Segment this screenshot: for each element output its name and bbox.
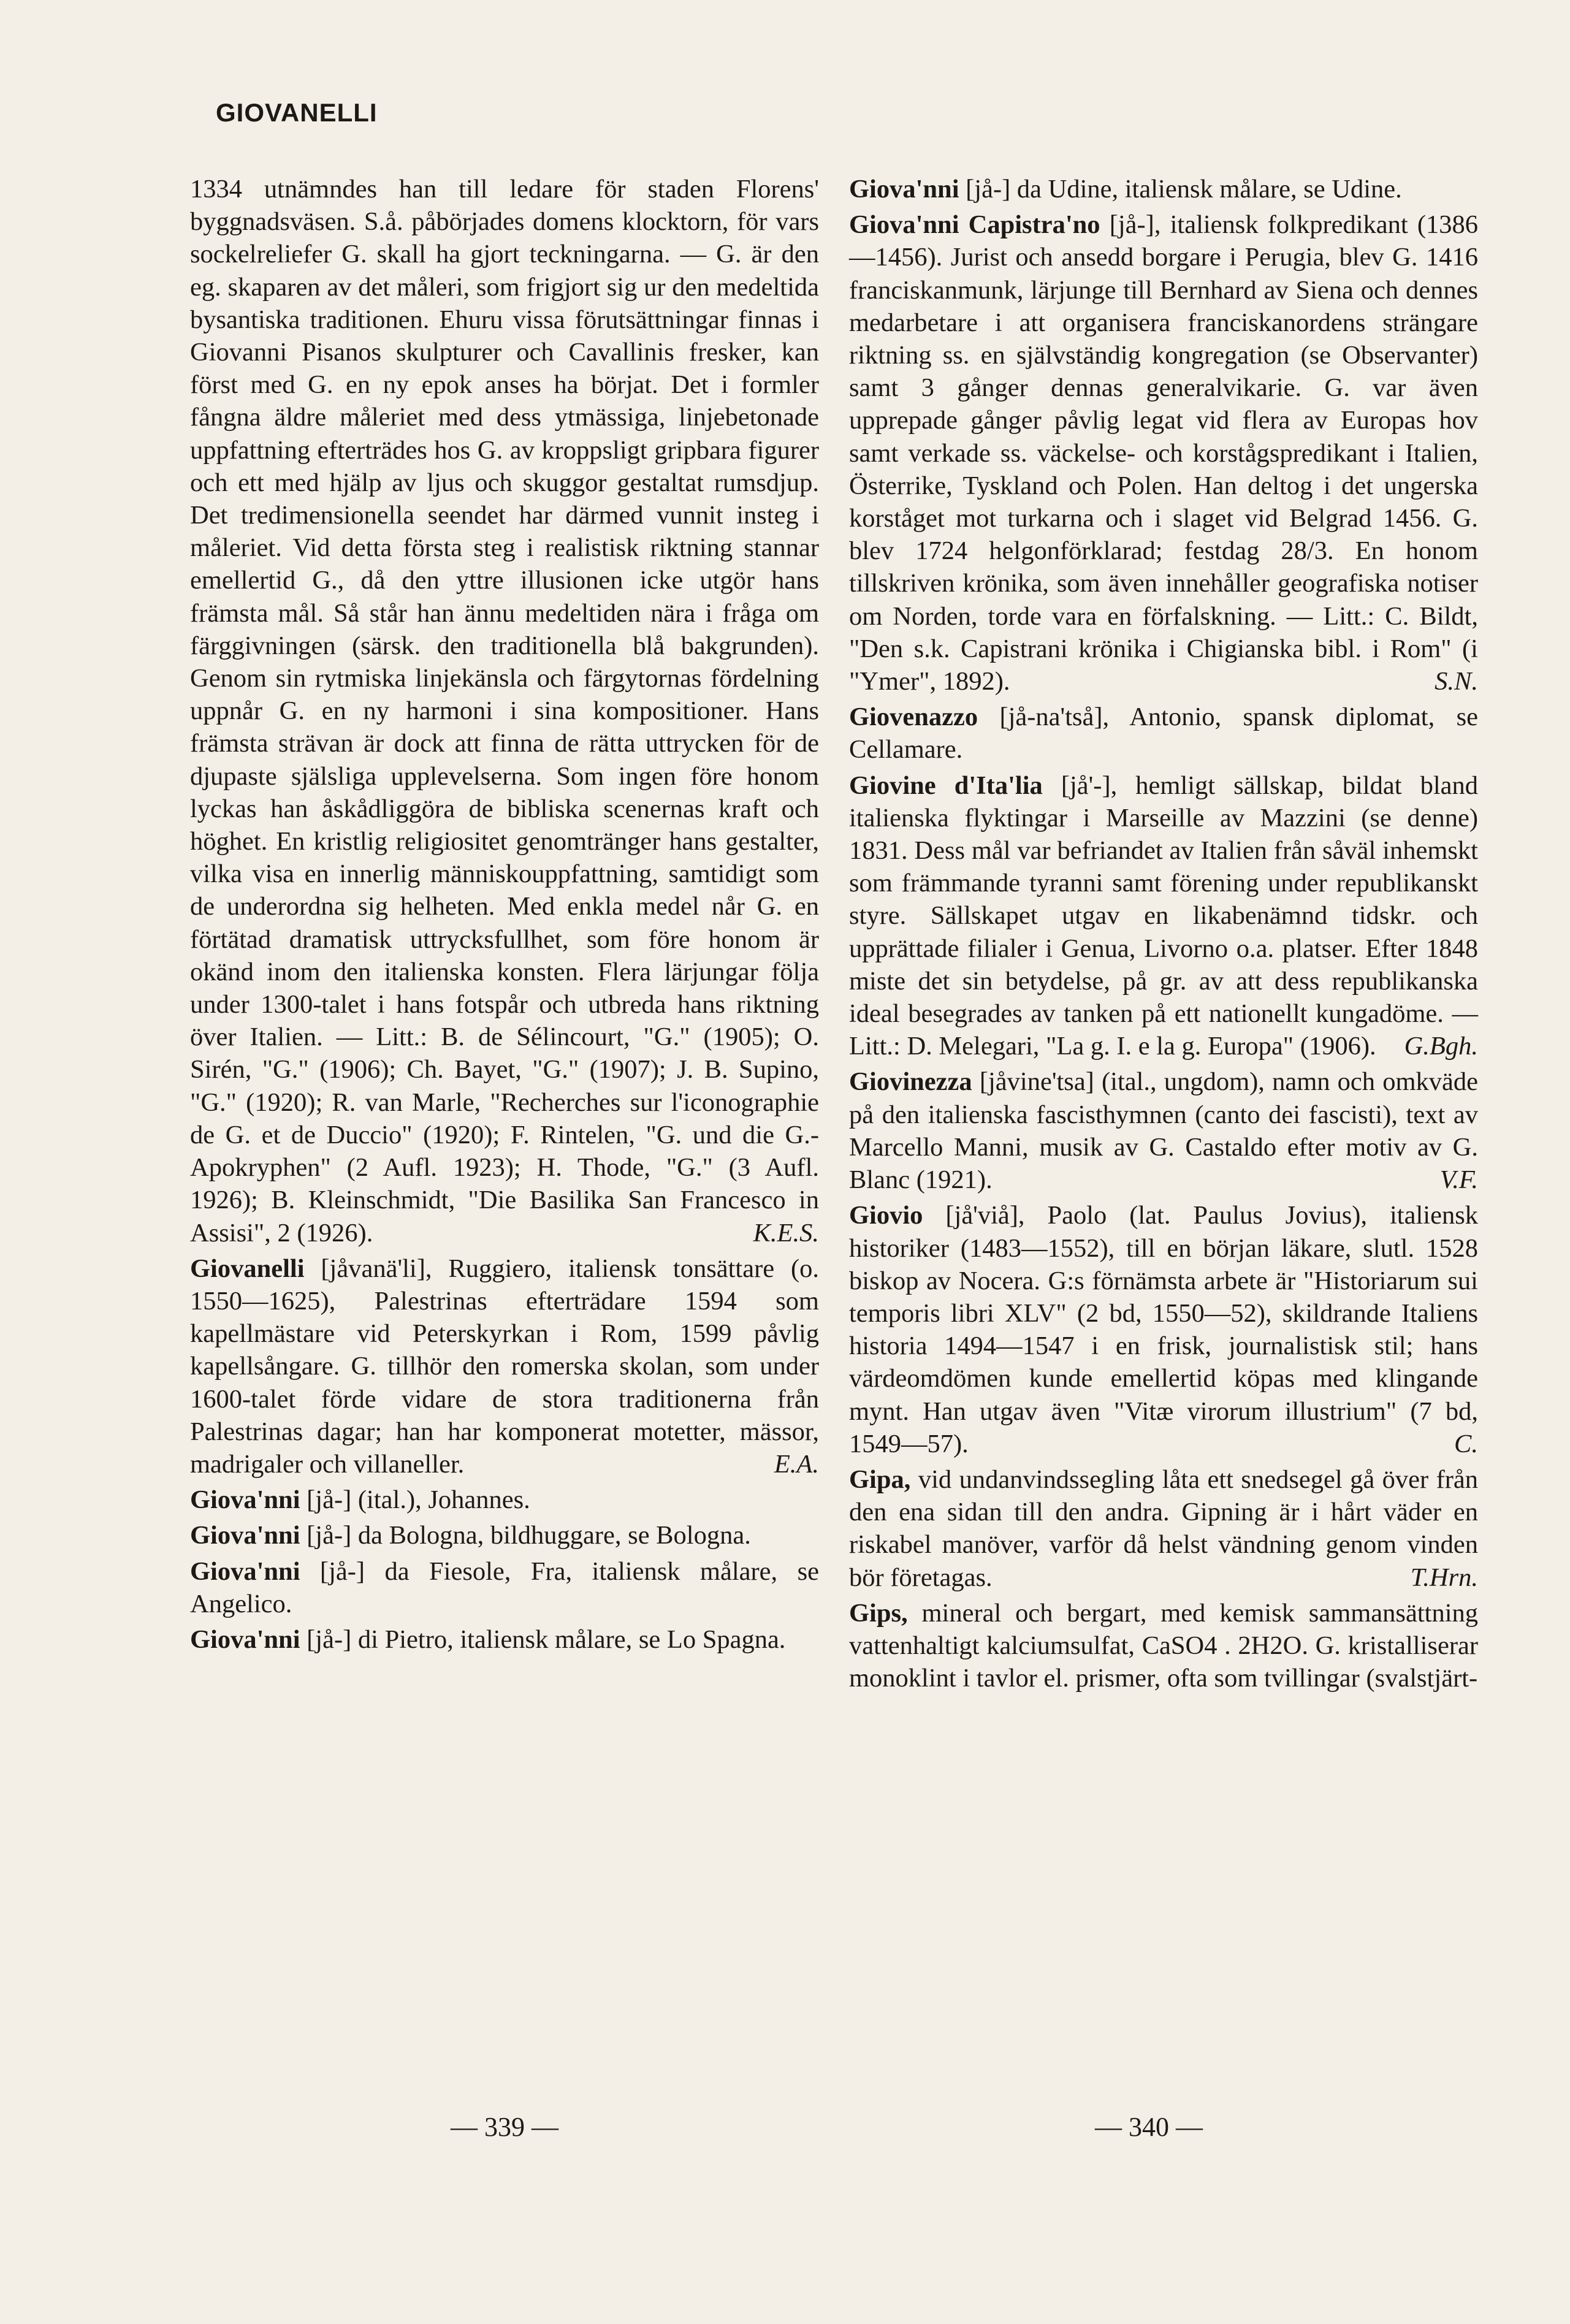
entry-giovanni-3 bbox=[190, 1555, 819, 1620]
entry-text: [jå'viå], Paolo (lat. Paulus Jovius), italiensk historiker (1483—1552), till en början läkare, slutl. 1528 biskop av Nocera. G:s förnämsta arbete är "Historiarum sui temporis libri XLV" (2 bd, 1550—52), skildrande Italiens historia 1494—1547 i en frisk, journalistisk stil; hans värdeomdömen kunde emellertid köpas med klingande mynt. Han utgav även "Vitæ virorum illustrium" (7 bd, 1549—57). bbox=[849, 1201, 1478, 1458]
headword: Giovinezza bbox=[849, 1067, 972, 1097]
author-signature: S.N. bbox=[1435, 667, 1478, 696]
entry-giovanelli bbox=[190, 1252, 819, 1480]
headword: Giovenazzo bbox=[849, 703, 978, 732]
entry-giovine-ditalia bbox=[849, 769, 1478, 1063]
entry-capistrano bbox=[849, 208, 1478, 698]
headword: Giova'nni Capistra'no bbox=[849, 210, 1100, 240]
page-number-right: — 340 — bbox=[1095, 2112, 1203, 2142]
left-column bbox=[190, 173, 819, 1659]
entry-text: [jå-] da Udine, italiensk målare, se Udine. bbox=[959, 175, 1402, 204]
author-signature: G.Bgh. bbox=[1404, 1032, 1478, 1061]
headword: Giovine d'Ita'lia bbox=[849, 771, 1043, 800]
entry-text: [jåvanä'li], Ruggiero, italiensk tonsättare (o. 1550—1625), Palestrinas efterträdare 1594 som kapellmästare vid Peterskyrkan i Rom, 1599 påvlig kapellsångare. G. tillhör den romerska skolan, som under 1600-talet förde vidare de stora traditionerna från Palestrinas dagar; han har komponerat motetter, mässor, madrigaler och villaneller. bbox=[190, 1254, 819, 1479]
author-signature: T.Hrn. bbox=[1410, 1563, 1478, 1592]
entry-text: 1334 utnämndes han till ledare för staden Florens' byggnadsväsen. S.å. påbörjades domens klocktorn, för vars sockelreliefer G. skall ha gjort teckningarna. — G. är den eg. skaparen av det måleri, som frigjort sig ur den medeltida bysantiska traditionen. Ehuru vissa förutsättningar finnas i Giovanni Pisanos skulpturer och Cavallinis fresker, kan först med G. en ny epok anses ha börjat. Det i formler fångna äldre måleriet med dess ytmässiga, linjebetonade uppfattning efterträdes hos G. av kroppsligt gripbara figurer och ett med hjälp av ljus och skuggor gestaltat rumsdjup. Det tredimensionella seendet har därmed vunnit insteg i måleriet. Vid detta första steg i realistisk riktning stannar emellertid G., då den yttre illusionen icke utgör hans främsta mål. Så står han ännu medeltiden nära i fråga om färggivningen (särsk. den traditionella blå bakgrunden). Genom sin rytmiska linjekänsla och färgytornas fördelning uppnår G. en ny harmoni i sina kompositioner. Hans främsta strävan är dock att finna de rätta uttrycken för de djupaste själsliga upplevelserna. Som ingen före honom lyckas han åskådliggöra de bibliska scenernas kraft och höghet. En kristlig religiositet genomtränger hans gestalter, vilka visa en innerlig människouppfattning, samtidigt som de underordna sig helheten. Med enkla medel når G. en förtätad dramatisk uttrycksfullhet, som före honom är okänd inom den italienska konsten. Flera lärjungar följa under 1300-talet i hans fotspår och utbreda hans riktning över Italien. — Litt.: B. de Sélincourt, "G." (1905); O. Sirén, "G." (1906); Ch. Bayet, "G." (1907); J. B. Supino, "G." (1920); R. van Marle, "Recherches sur l'iconographie de G. et de Duccio" (1920); F. Rintelen, "G. und die G.-Apokryphen" (2 Aufl. 1923); H. Thode, "G." (3 Aufl. 1926); B. Kleinschmidt, "Die Basilika San Francesco in Assisi", 2 (1926). bbox=[190, 175, 819, 1248]
entry-giovanni-2 bbox=[190, 1519, 819, 1552]
entry-giovinezza bbox=[849, 1065, 1478, 1196]
headword: Giova'nni bbox=[849, 175, 959, 204]
entry-text: [jåvine'tsa] (ital., ungdom), namn och omkväde på den italienska fascisthymnen (canto dei fascisti), text av Marcello Manni, musik av G. Castaldo efter motiv av G. Blanc (1921). bbox=[849, 1067, 1478, 1195]
entry-text: [jå-] (ital.), Johannes. bbox=[300, 1485, 530, 1515]
headword: Gipa, bbox=[849, 1465, 911, 1494]
headword: Giovanelli bbox=[190, 1254, 305, 1283]
headword: Giova'nni bbox=[190, 1625, 300, 1654]
entry-text: [jå-], italiensk folkpredikant (1386—1456). Jurist och ansedd borgare i Perugia, blev G. 1416 franciskanmunk, lärjunge till Bernhard av Siena och dennes medarbetare i att organisera franciskanordens strängare riktning ss. en självständig kongregation (se Observanter) samt 3 gånger dennas generalvikarie. G. var även upprepade gånger påvlig legat vid flera av Europas hov samt verkade ss. väckelse- och korstågspredikant i Italien, Österrike, Tyskland och Polen. Han deltog i det ungerska korståget mot turkarna och i slaget vid Belgrad 1456. G. blev 1724 helgonförklarad; festdag 28/3. En honom tillskriven krönika, som även innehåller geografiska notiser om Norden, torde vara en förfalskning. — Litt.: C. Bildt, "Den s.k. Capistrani krönika i Chigianska bibl. i Rom" (i "Ymer", 1892). bbox=[849, 210, 1478, 696]
headword: Giovio bbox=[849, 1201, 923, 1230]
headword: Giova'nni bbox=[190, 1556, 300, 1586]
headword: Gips, bbox=[849, 1598, 908, 1628]
entry-text: [jå-] da Bologna, bildhuggare, se Bologna. bbox=[300, 1521, 751, 1550]
entry-giovanni-1 bbox=[190, 1484, 819, 1516]
entry-giovio bbox=[849, 1199, 1478, 1460]
headword: Giova'nni bbox=[190, 1521, 300, 1550]
running-header: GIOVANELLI bbox=[216, 98, 378, 127]
entry-gipa bbox=[849, 1463, 1478, 1594]
author-signature: V.F. bbox=[1439, 1165, 1478, 1195]
entry-text: vid undanvindssegling låta ett snedsegel gå över från den ena sidan till den andra. Gipning är i hårt väder en riskabel manöver, varför då helst vändning genom vinden bör företagas. bbox=[849, 1465, 1478, 1592]
entry-giovenazzo bbox=[849, 701, 1478, 766]
entry-gips bbox=[849, 1597, 1478, 1695]
entry-text: mineral och bergart, med kemisk sammansättning vattenhaltigt kalciumsulfat, CaSO4 . 2H2O. G. kristalliserar monoklint i tavlor el. prismer, ofta som tvillingar (svalstjärt- bbox=[849, 1598, 1478, 1693]
author-signature: K.E.S. bbox=[753, 1218, 819, 1248]
entry-giovanni-da-udine bbox=[849, 173, 1478, 205]
right-column bbox=[849, 173, 1478, 1697]
author-signature: C. bbox=[1454, 1429, 1478, 1458]
headword: Giova'nni bbox=[190, 1485, 300, 1515]
author-signature: E.A. bbox=[774, 1449, 819, 1479]
continued-entry bbox=[190, 173, 819, 1249]
entry-giovanni-4 bbox=[190, 1623, 819, 1656]
entry-text: [jå'-], hemligt sällskap, bildat bland italienska flyktingar i Marseille av Mazzini (se denne) 1831. Dess mål var befriandet av Italien från såväl inhemskt som främmande tyranni samt förening under republikanskt styre. Sällskapet utgav en likabenämnd tidskr. och upprättade filialer i Genua, Livorno o.a. platser. Efter 1848 miste det sin betydelse, på gr. av att dess republikanska ideal besegrades av tanken på ett nationellt kungadöme. — Litt.: D. Melegari, "La g. I. e la g. Europa" (1906). bbox=[849, 771, 1479, 1061]
entry-text: [jå-] di Pietro, italiensk målare, se Lo Spagna. bbox=[300, 1625, 786, 1654]
entry-text: [jå-] da Fiesole, Fra, italiensk målare, se Angelico. bbox=[190, 1556, 819, 1618]
entry-text: [jå-na'tså], Antonio, spansk diplomat, se Cellamare. bbox=[849, 703, 1478, 764]
page-number-left: — 339 — bbox=[451, 2112, 558, 2142]
